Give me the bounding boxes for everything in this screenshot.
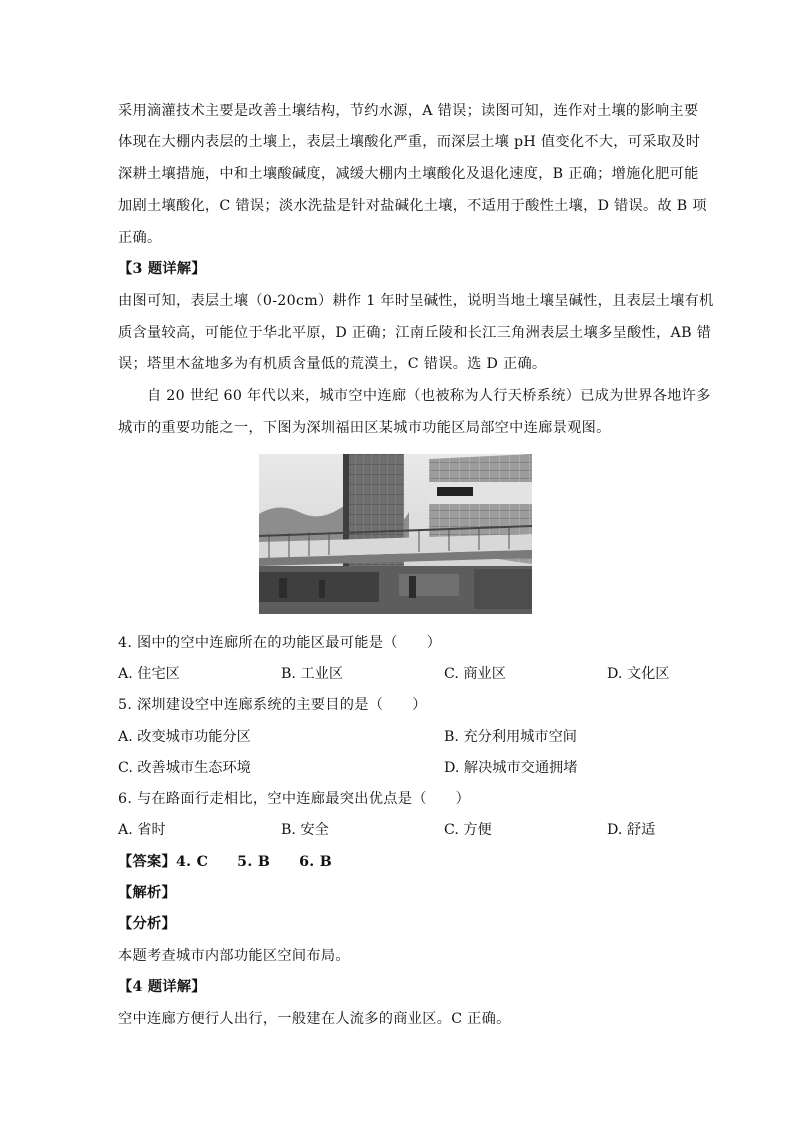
q6-option-c[interactable]: C. 方便	[444, 822, 492, 838]
q5-option-b[interactable]: B. 充分利用城市空间	[444, 729, 577, 745]
q5-option-a[interactable]: A. 改变城市功能分区	[118, 729, 251, 745]
q4-option-c[interactable]: C. 商业区	[444, 666, 506, 682]
q5-option-c[interactable]: C. 改善城市生态环境	[118, 760, 251, 776]
fenxi-text: 本题考查城市内部功能区空间布局。	[118, 948, 350, 964]
text-line: 加剧土壤酸化，C 错误；淡水洗盐是针对盐碱化土壤，不适用于酸性土壤，D 错误。故 B 项	[118, 198, 707, 214]
text-line: 正确。	[118, 230, 162, 246]
text-line: 误；塔里木盆地多为有机质含量低的荒漠土，C 错误。选 D 正确。	[118, 356, 547, 372]
q6-option-a[interactable]: A. 省时	[118, 822, 166, 838]
q5-option-d[interactable]: D. 解决城市交通拥堵	[444, 760, 578, 776]
text-line: 质含量较高，可能位于华北平原，D 正确；江南丘陵和长江三角洲表层土壤多呈酸性，AB 错	[118, 325, 712, 341]
text-line: 体现在大棚内表层的土壤上，表层土壤酸化严重，而深层土壤 pH 值变化不大，可采取及时	[118, 134, 701, 150]
q4-detail-heading: 【4 题详解】	[118, 979, 206, 995]
question-5-stem: 5. 深圳建设空中连廊系统的主要目的是（ ）	[118, 697, 427, 713]
answer-line: 【答案】4. C 5. B 6. B	[118, 854, 333, 870]
fenxi-heading: 【分析】	[118, 916, 176, 932]
q3-heading: 【3 题详解】	[118, 261, 206, 277]
question-6-stem: 6. 与在路面行走相比，空中连廊最突出优点是（ ）	[118, 791, 471, 807]
q4-detail-text: 空中连廊方便行人出行，一般建在人流多的商业区。C 正确。	[118, 1011, 511, 1027]
text-line: 采用滴灌技术主要是改善土壤结构，节约水源，A 错误；读图可知，连作对土壤的影响主要	[118, 103, 699, 119]
q4-option-a[interactable]: A. 住宅区	[118, 666, 180, 682]
q6-option-b[interactable]: B. 安全	[281, 822, 329, 838]
intro-line: 城市的重要功能之一，下图为深圳福田区某城市功能区局部空中连廊景观图。	[118, 420, 611, 436]
intro-line: 自 20 世纪 60 年代以来，城市空中连廊（也被称为人行天桥系统）已成为世界各地许多	[147, 388, 711, 404]
text-line: 深耕土壤措施，中和土壤酸碱度，减缓大棚内土壤酸化及退化速度，B 正确；增施化肥可能	[118, 166, 699, 182]
q6-option-d[interactable]: D. 舒适	[607, 822, 656, 838]
skywalk-photo	[259, 454, 532, 614]
analysis-heading: 【解析】	[118, 885, 176, 901]
text-line: 由图可知，表层土壤（0-20cm）耕作 1 年时呈碱性，说明当地土壤呈碱性，且表层土壤有机	[118, 293, 714, 309]
q4-option-b[interactable]: B. 工业区	[281, 666, 344, 682]
question-4-stem: 4. 图中的空中连廊所在的功能区最可能是（ ）	[118, 635, 442, 651]
q4-option-d[interactable]: D. 文化区	[607, 666, 670, 682]
